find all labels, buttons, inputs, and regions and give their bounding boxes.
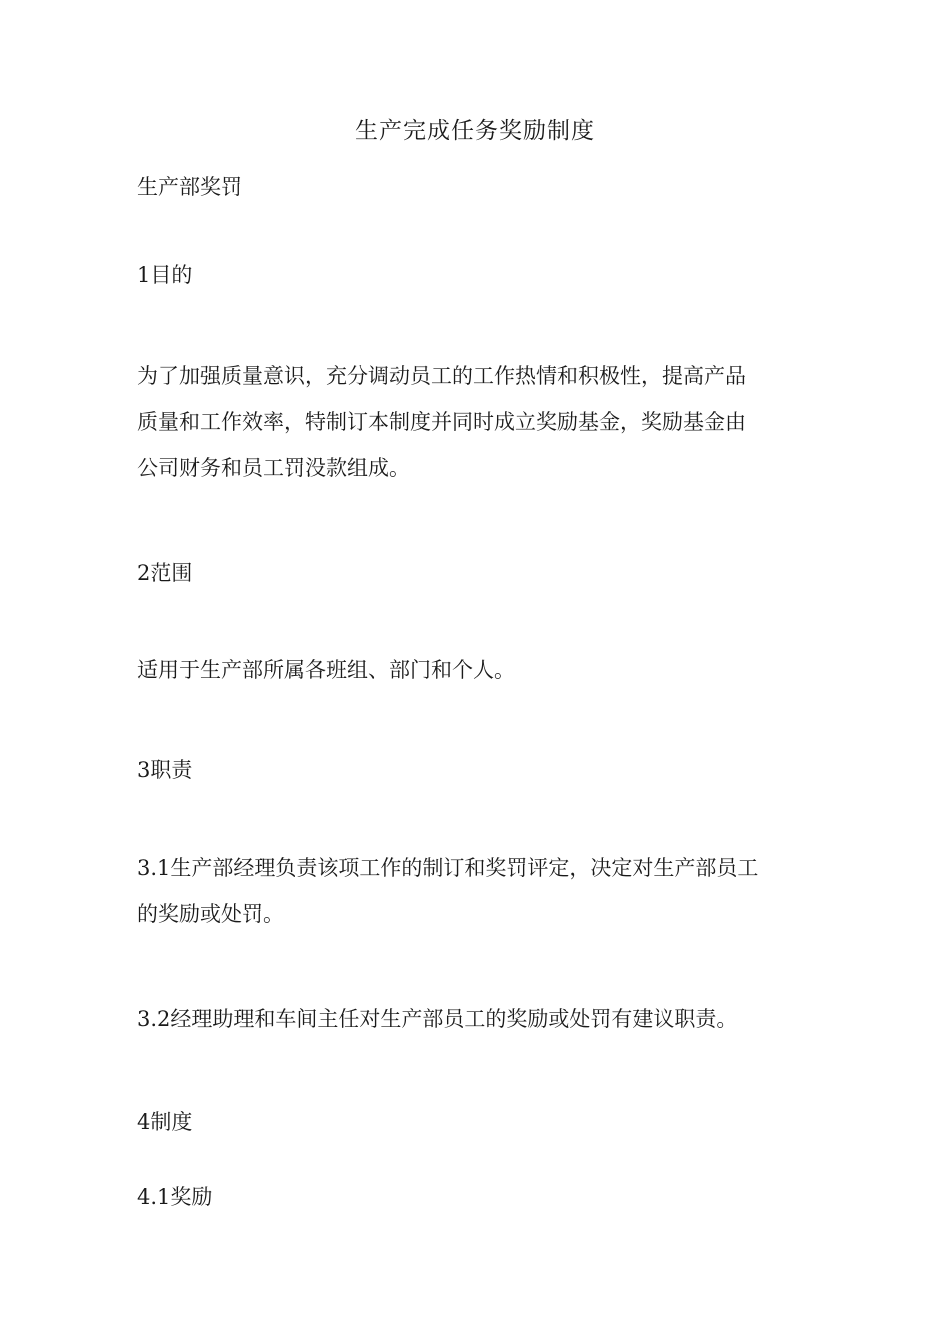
section-1-line-3: 公司财务和员工罚没款组成。: [137, 456, 410, 480]
section-3-1-paragraph: [137, 845, 817, 937]
section-1-line-1: 为了加强质量意识，充分调动员工的工作热情和积极性，提高产品: [137, 364, 746, 388]
section-1-heading: 1目的: [137, 263, 193, 287]
section-4-heading: 4制度: [137, 1110, 193, 1134]
section-2-heading: 2范围: [137, 561, 193, 585]
document-title: 生产完成任务奖励制度: [355, 118, 595, 144]
section-4-1-heading: 4.1奖励: [137, 1185, 213, 1209]
section-1-paragraph: [137, 353, 817, 491]
section-3-1-line-1: 3.1生产部经理负责该项工作的制订和奖罚评定，决定对生产部员工: [137, 856, 759, 880]
section-2-paragraph: 适用于生产部所属各班组、部门和个人。: [137, 658, 515, 682]
document-subtitle: 生产部奖罚: [137, 175, 242, 199]
section-1-line-2: 质量和工作效率，特制订本制度并同时成立奖励基金，奖励基金由: [137, 410, 746, 434]
section-3-2-paragraph: 3.2经理助理和车间主任对生产部员工的奖励或处罚有建议职责。: [137, 1007, 738, 1031]
section-3-heading: 3职责: [137, 758, 193, 782]
section-3-1-line-2: 的奖励或处罚。: [137, 902, 284, 926]
